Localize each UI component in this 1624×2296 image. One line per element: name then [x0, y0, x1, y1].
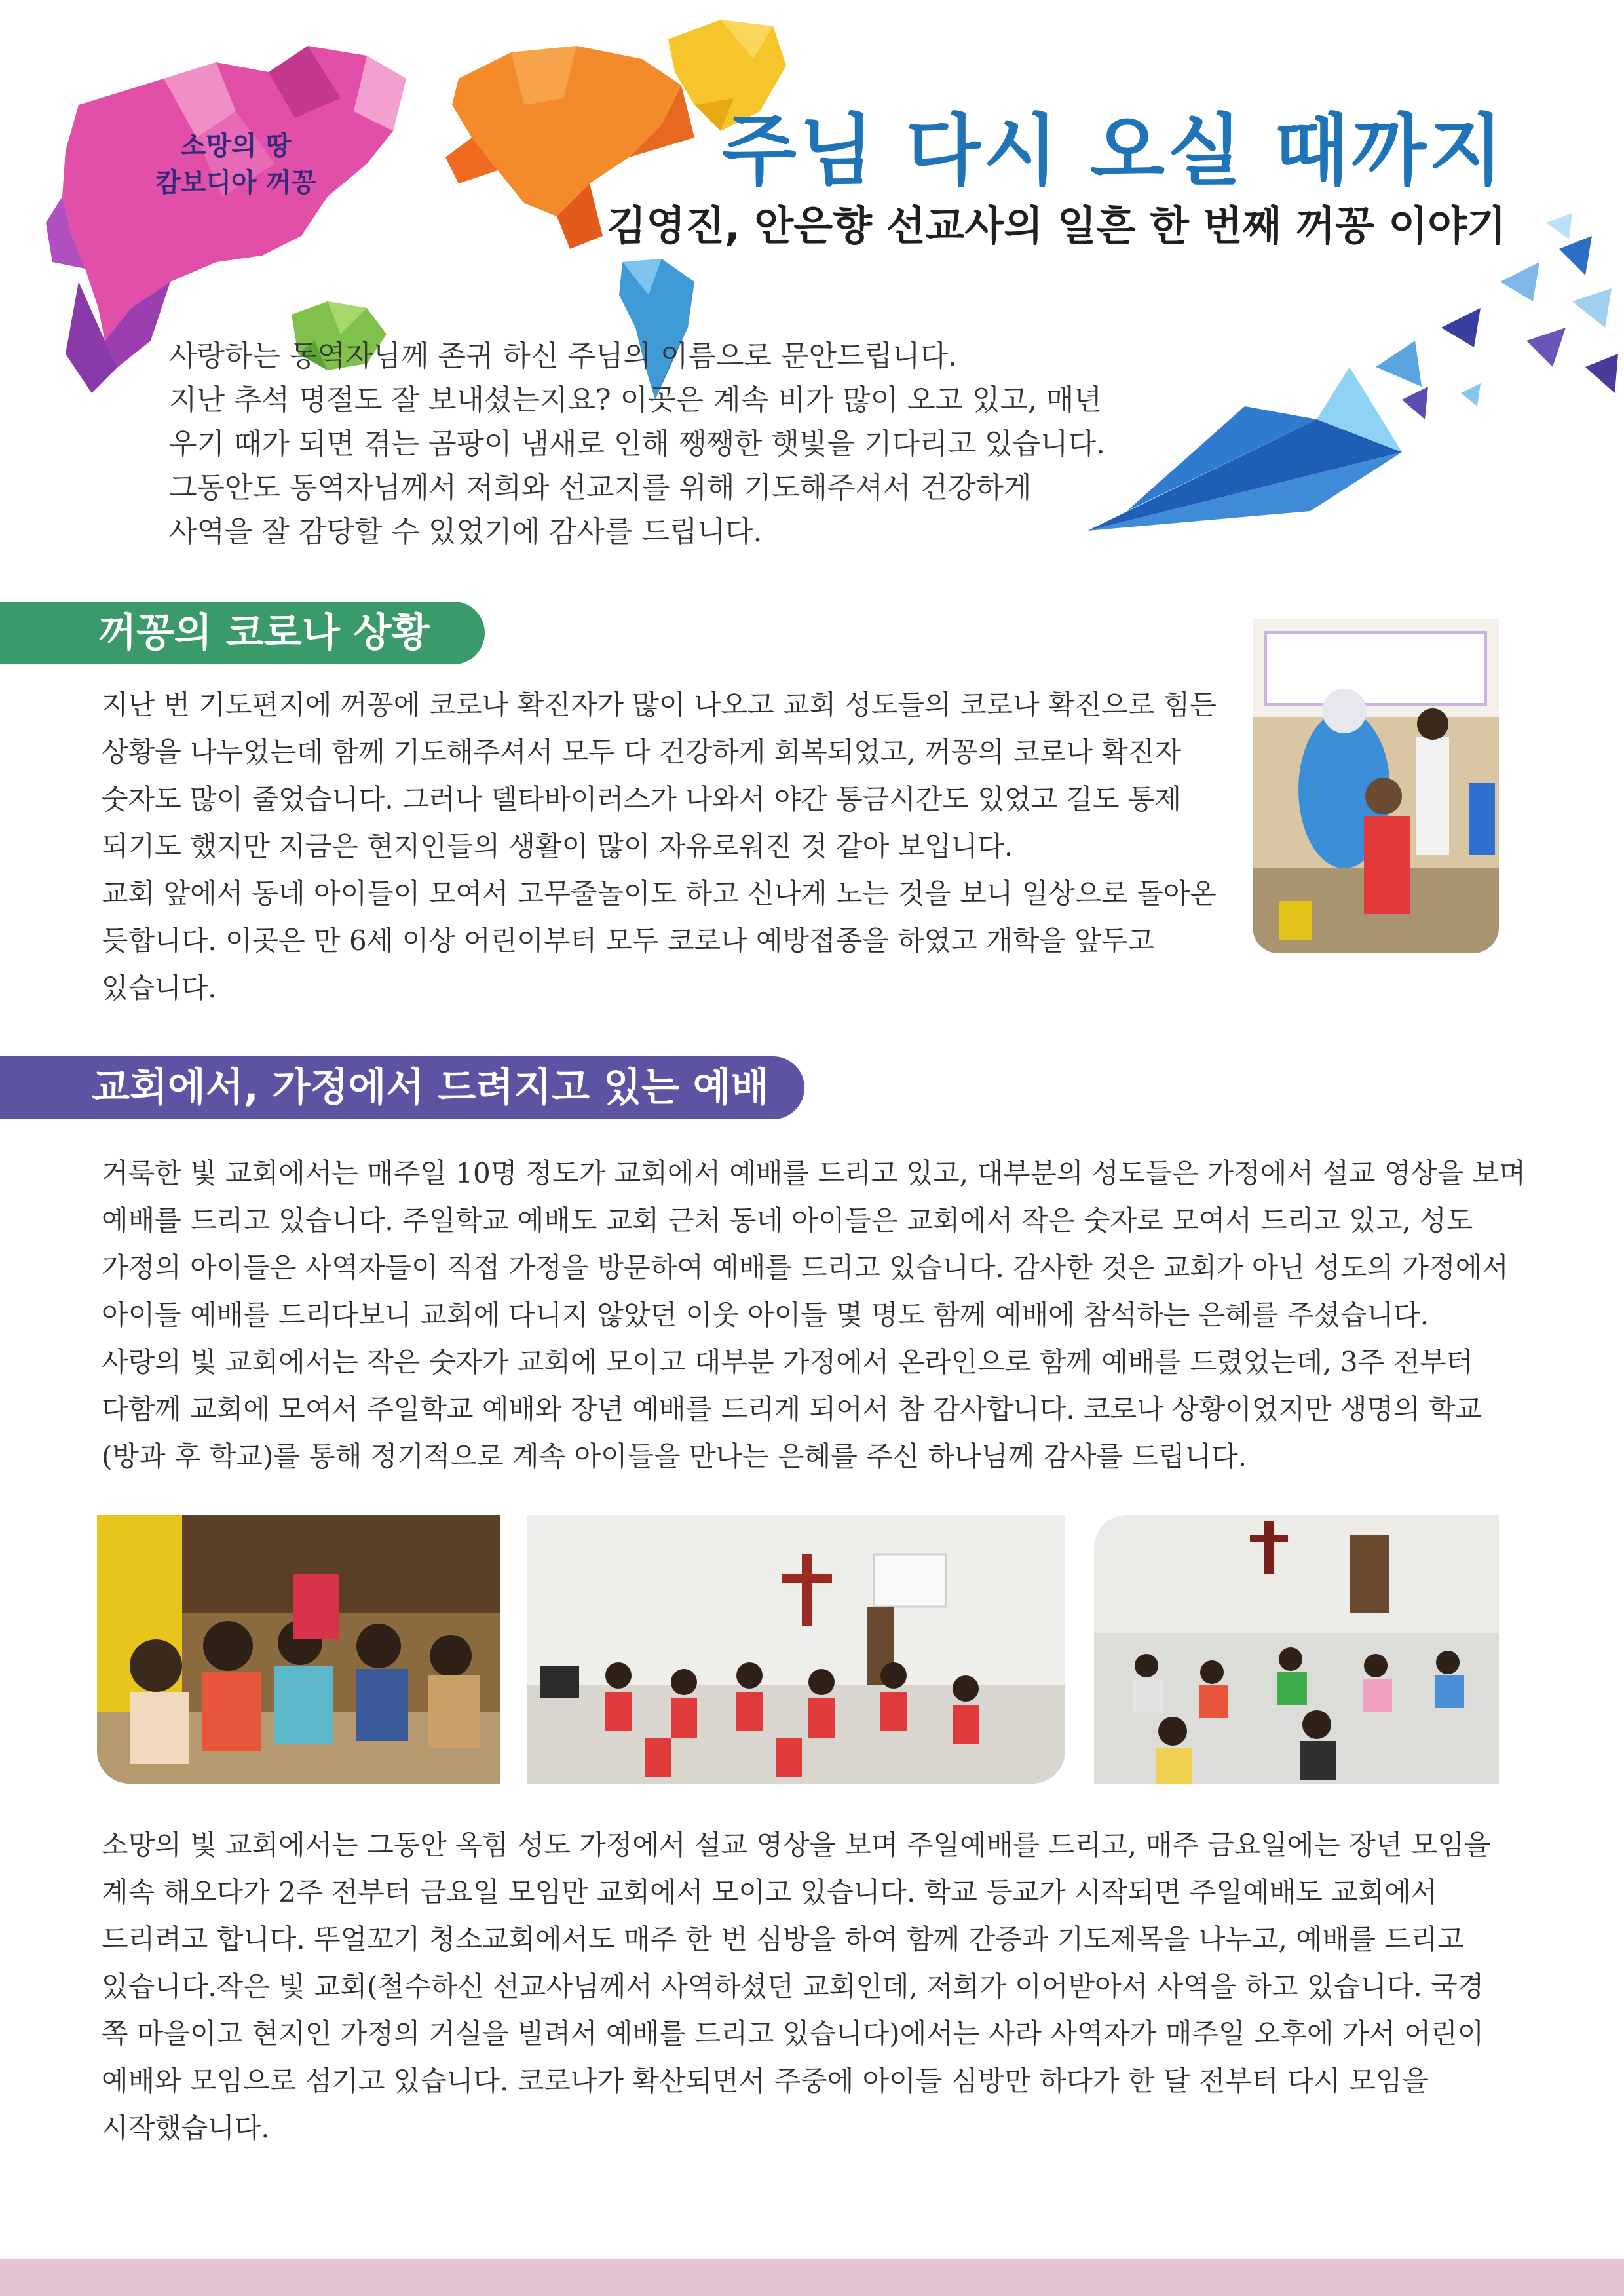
intro-line: 지난 추석 명절도 잘 보내셨는지요? 이곳은 계속 비가 많이 오고 있고, 매년: [169, 383, 1103, 417]
page-subtitle: 김영진, 안은향 선교사의 일흔 한 번째 꺼꽁 이야기: [607, 202, 1506, 250]
body-line: (방과 후 학교)를 통해 정기적으로 계속 아이들을 만나는 은혜를 주신 하나님께 감사를 드립니다.: [102, 1440, 1247, 1472]
body-line: 쪽 마을이고 현지인 가정의 거실을 빌려서 예배를 드리고 있습니다)에서는 사라 사역자가 매주일 오후에 가서 어린이: [102, 2018, 1484, 2050]
body-line: 숫자도 많이 줄었습니다. 그러나 델타바이러스가 나와서 야간 통금시간도 있었고 길도 통제: [102, 783, 1182, 815]
section-worship-body-continued: [102, 1822, 1510, 2152]
page-title: 주님 다시 오실 때까지: [721, 105, 1506, 196]
body-line: 계속 해오다가 2주 전부터 금요일 모임만 교회에서 모이고 있습니다. 학교 등교가 시작되면 주일예배도 교회에서: [102, 1876, 1438, 1908]
body-line: 있습니다.작은 빛 교회(철수하신 선교사님께서 사역하셨던 교회인데, 저희가 이어받아서 사역을 하고 있습니다. 국경: [102, 1970, 1484, 2002]
section-heading-worship: 교회에서, 가정에서 드려지고 있는 예배: [0, 1056, 804, 1119]
body-line: 듯합니다. 이곳은 만 6세 이상 어린이부터 모두 코로나 예방접종을 하였고 개학을 앞두고: [102, 925, 1154, 957]
body-line: 상황을 나누었는데 함께 기도해주셔서 모두 다 건강하게 회복되었고, 꺼꽁의 코로나 확진자: [102, 736, 1182, 768]
body-line: 소망의 빛 교회에서는 그동안 옥힘 성도 가정에서 설교 영상을 보며 주일예배를 드리고, 매주 금요일에는 장년 모임을: [102, 1829, 1491, 1861]
intro-line: 그동안도 동역자님께서 저희와 선교지를 위해 기도해주셔서 건강하게: [169, 471, 1032, 505]
badge-line2: 캄보디아 꺼꽁: [155, 168, 316, 198]
body-line: 사랑의 빛 교회에서는 작은 숫자가 교회에 모이고 대부분 가정에서 온라인으로 함께 예배를 드렸었는데, 3주 전부터: [102, 1346, 1473, 1378]
intro-line: 사랑하는 동역자님께 존귀 하신 주님의 이름으로 문안드립니다.: [169, 339, 958, 373]
footer-bar: [0, 2259, 1624, 2296]
intro-line: 사역을 잘 감당할 수 있었기에 감사를 드립니다.: [169, 515, 763, 548]
section-worship-body: [102, 1150, 1526, 1480]
section-covid-body: [102, 681, 1215, 1012]
badge-line1: 소망의 땅: [180, 131, 292, 161]
home-worship-photo: [97, 1515, 500, 1784]
children-worship-photo: [1094, 1515, 1499, 1784]
body-line: 예배를 드리고 있습니다. 주일학교 예배도 교회 근처 동네 아이들은 교회에서 작은 숫자로 모여서 드리고 있고, 성도: [102, 1204, 1473, 1236]
body-line: 예배와 모임으로 섬기고 있습니다. 코로나가 확산되면서 주중에 아이들 심방만 하다가 한 달 전부터 다시 모임을: [102, 2065, 1429, 2097]
badge-location: [124, 128, 347, 201]
body-line: 아이들 예배를 드리다보니 교회에 다니지 않았던 이웃 아이들 몇 명도 함께 예배에 참석하는 은혜를 주셨습니다.: [102, 1299, 1429, 1331]
section-heading-covid: 꺼꽁의 코로나 상황: [0, 602, 485, 664]
body-line: 가정의 아이들은 사역자들이 직접 가정을 방문하여 예배를 드리고 있습니다. 감사한 것은 교회가 아닌 성도의 가정에서: [102, 1252, 1509, 1284]
vaccination-photo: [1253, 619, 1499, 953]
intro-line: 우기 때가 되면 겪는 곰팡이 냄새로 인해 쨍쨍한 햇빛을 기다리고 있습니다.: [169, 427, 1105, 461]
body-line: 있습니다.: [102, 972, 217, 1004]
body-line: 드리려고 합니다. 뚜얼꼬기 청소교회에서도 매주 한 번 심방을 하여 함께 간증과 기도제목을 나누고, 예배를 드리고: [102, 1923, 1464, 1955]
body-line: 되기도 했지만 지금은 현지인들의 생활이 많이 자유로워진 것 같아 보입니다.: [102, 830, 1013, 862]
body-line: 교회 앞에서 동네 아이들이 모여서 고무줄놀이도 하고 신나게 노는 것을 보니 일상으로 돌아온: [102, 877, 1217, 909]
body-line: 다함께 교회에 모여서 주일학교 예배와 장년 예배를 드리게 되어서 참 감사합니다. 코로나 상황이었지만 생명의 학교: [102, 1393, 1482, 1425]
body-line: 시작했습니다.: [102, 2112, 270, 2144]
body-line: 지난 번 기도편지에 꺼꽁에 코로나 확진자가 많이 나오고 교회 성도들의 코로나 확진으로 힘든: [102, 689, 1217, 721]
intro-paragraph: [169, 334, 1243, 554]
body-line: 거룩한 빛 교회에서는 매주일 10명 정도가 교회에서 예배를 드리고 있고, 대부분의 성도들은 가정에서 설교 영상을 보며: [102, 1157, 1526, 1189]
church-service-photo: [527, 1515, 1065, 1784]
